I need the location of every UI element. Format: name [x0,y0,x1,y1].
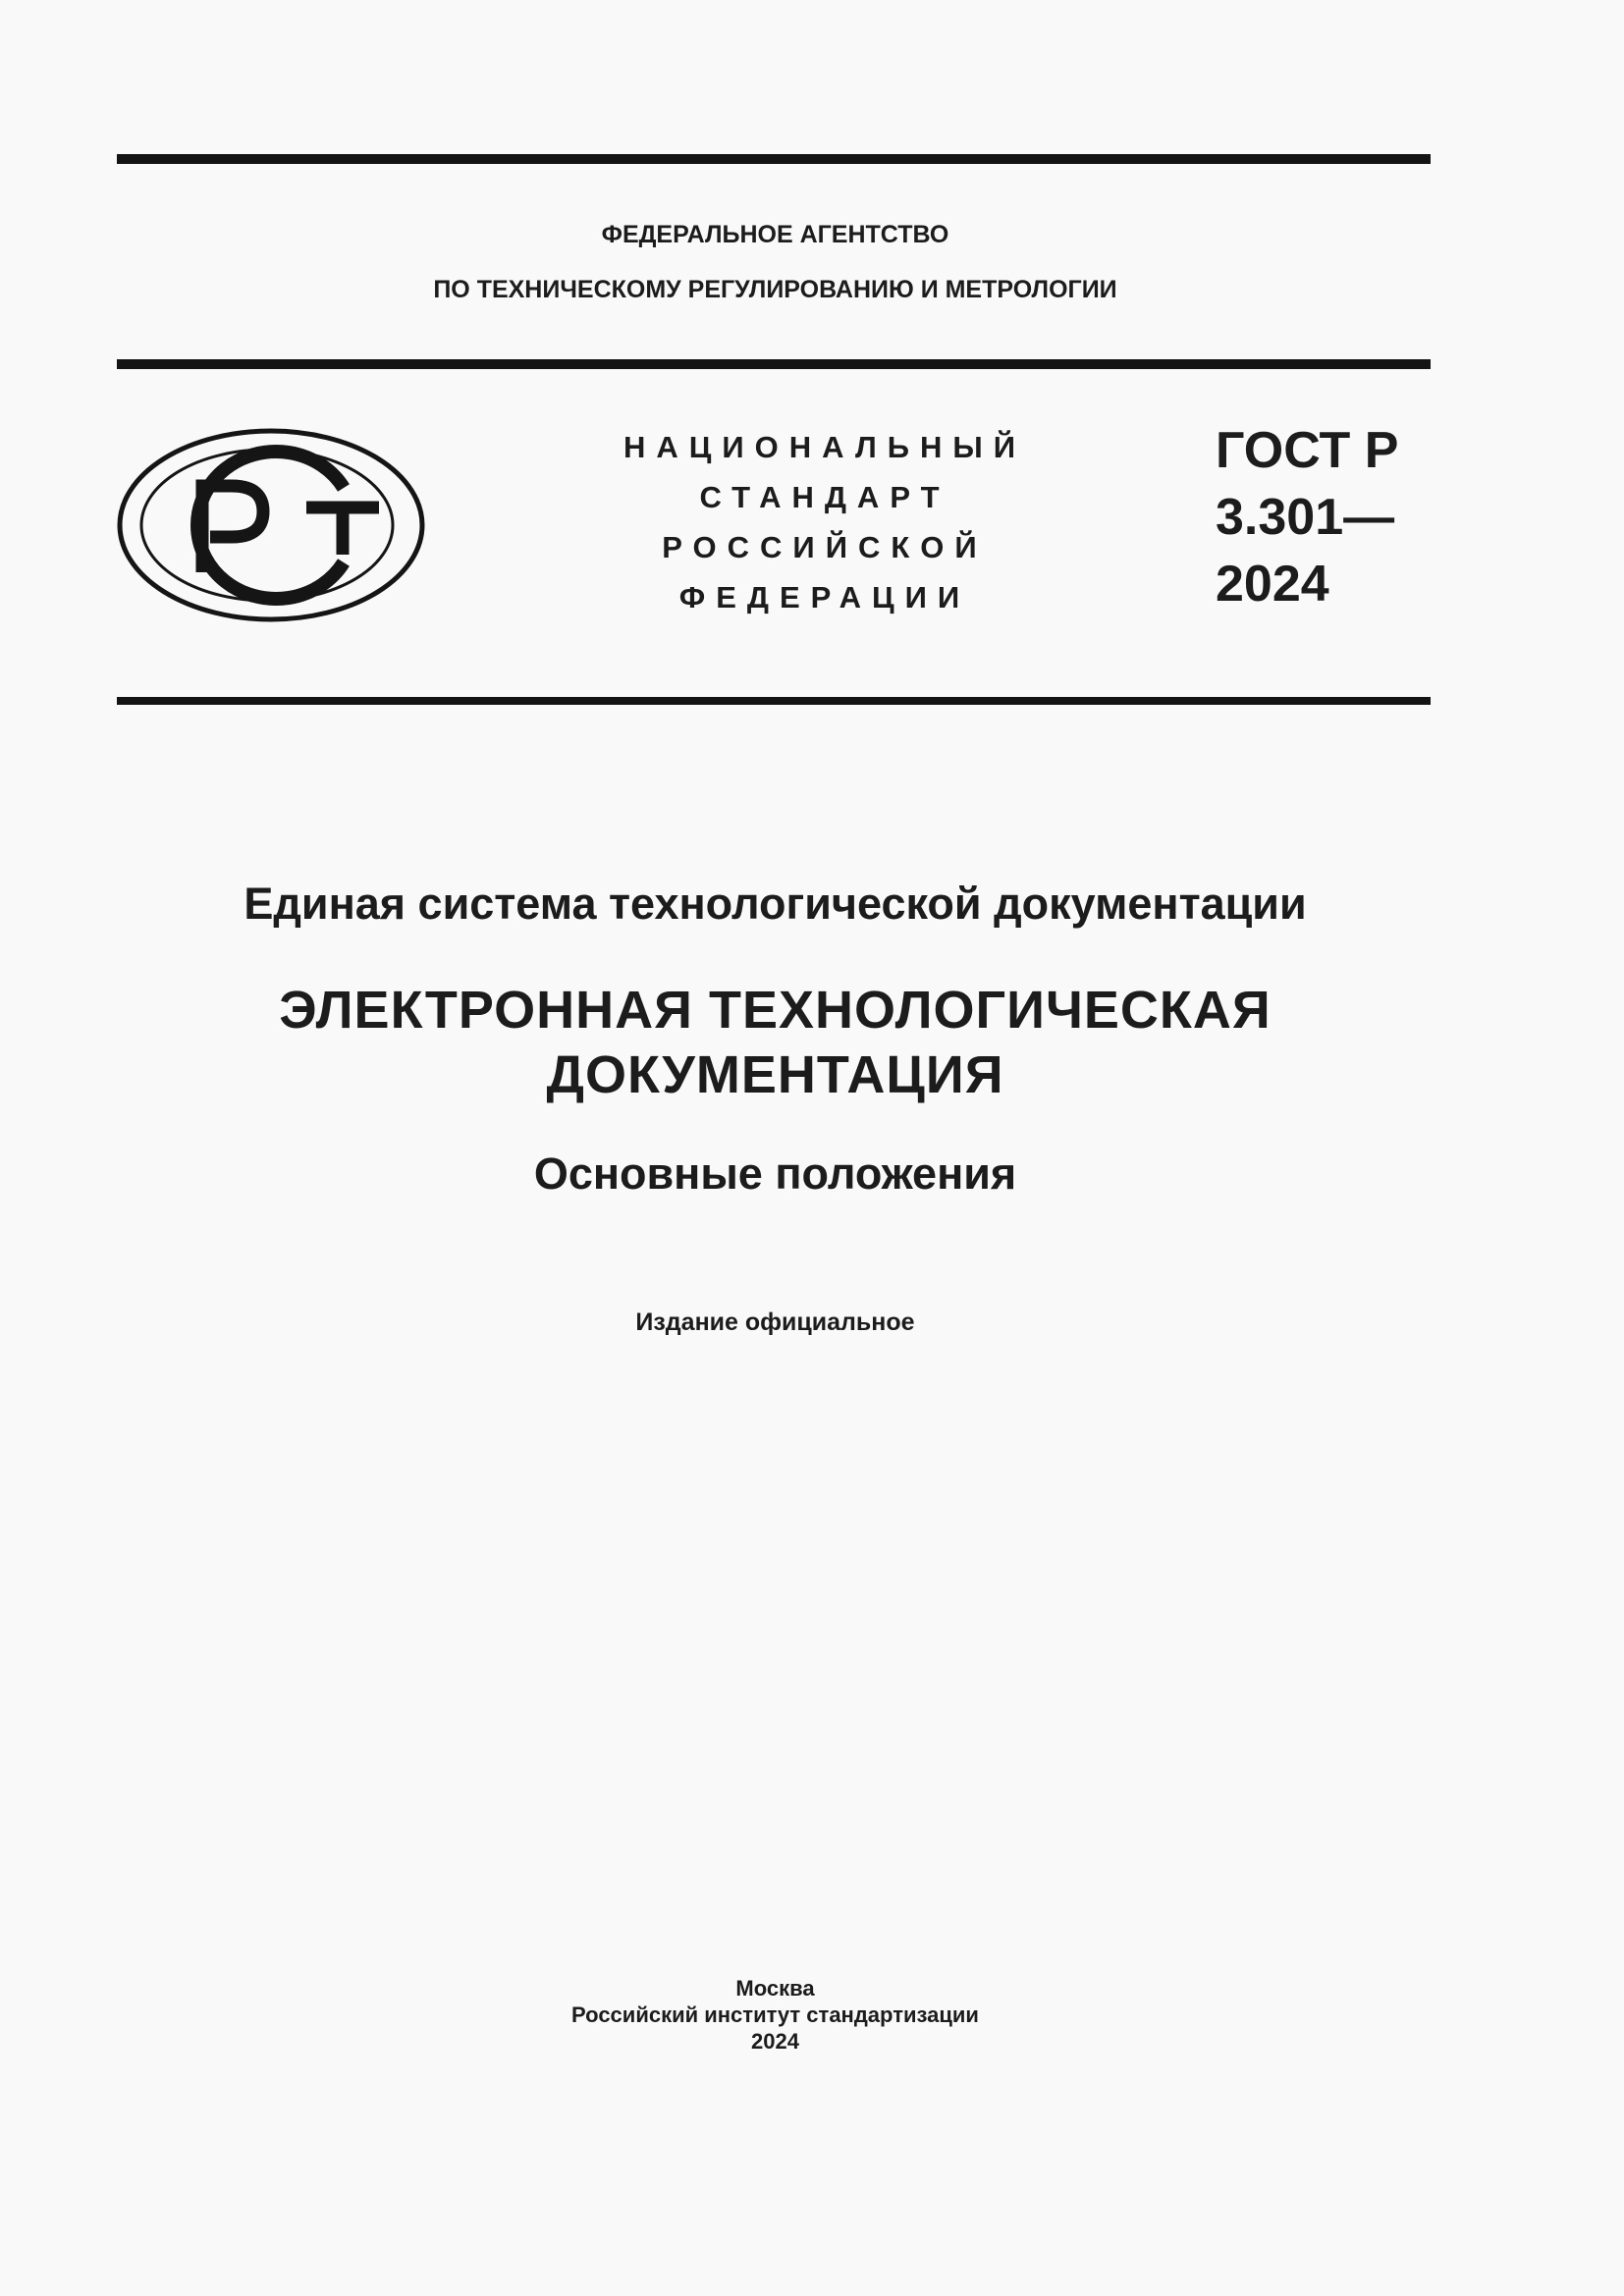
series-title: Единая система технологической документации [244,879,1307,929]
standard-code-line: ГОСТ Р [1216,422,1399,479]
top-rule [117,154,1431,164]
section-rule [117,697,1431,705]
document-title [0,978,1550,1107]
agency-name-line2: ПО ТЕХНИЧЕСКОМУ РЕГУЛИРОВАНИЮ И МЕТРОЛОГИИ [433,276,1117,303]
publisher-city: Москва [735,1976,815,2001]
rst-logo-icon [116,427,426,623]
national-standard-label [599,422,1051,622]
national-standard-line: РОССИЙСКОЙ [662,530,988,564]
publisher-block [0,1975,1550,2055]
edition-label: Издание официальное [635,1308,915,1336]
header-rule [117,359,1431,369]
national-standard-line: ФЕДЕРАЦИИ [678,580,971,614]
standard-code [1216,417,1398,617]
agency-name-line1: ФЕДЕРАЛЬНОЕ АГЕНТСТВО [601,221,949,248]
national-standard-line: СТАНДАРТ [699,480,950,514]
standard-code-line: 2024 [1216,556,1329,613]
publisher-name: Российский институт стандартизации [571,2002,979,2027]
document-subtitle: Основные положения [533,1148,1017,1199]
publication-year: 2024 [751,2029,799,2054]
standard-code-line: 3.301— [1216,489,1395,546]
document-title-line: ДОКУМЕНТАЦИЯ [546,1045,1004,1104]
document-title-line: ЭЛЕКТРОННАЯ ТЕХНОЛОГИЧЕСКАЯ [279,981,1272,1040]
national-standard-line: НАЦИОНАЛЬНЫЙ [623,430,1027,464]
